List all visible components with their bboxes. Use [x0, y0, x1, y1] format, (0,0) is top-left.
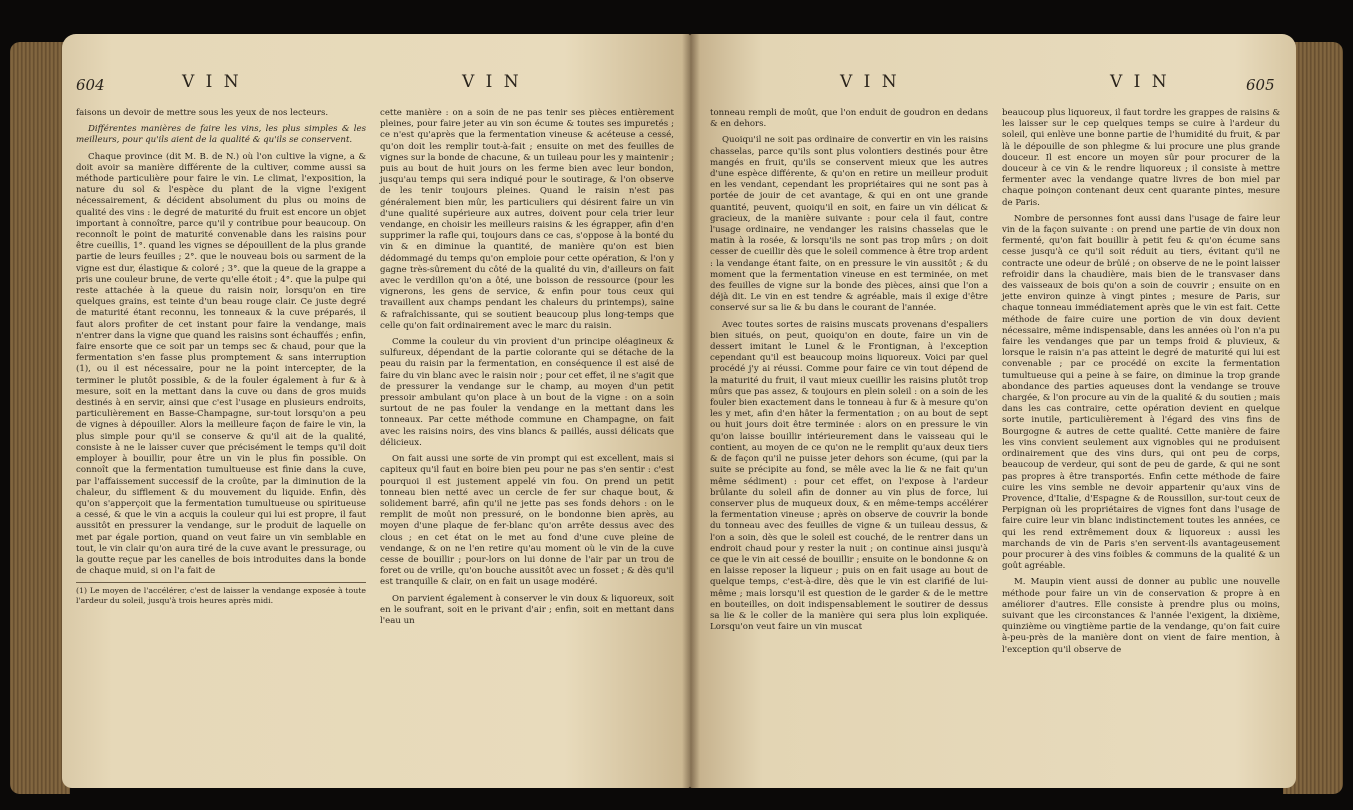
text-column — [380, 108, 674, 632]
paragraph: Comme la couleur du vin provient d'un principe oléagineux & sulfureux, dépendant de la partie colorante qui se détache de la peau du raisin par la fermentation, en conséquence il est aisé de faire du vin blanc avec le raisin noir ; pour cet effet, il ne s'agit que de pressurer la vendange sur le champ, au moyen d'un petit pressoir ambulant qu'on place à un bout de la vigne : on a soin surtout de ne pas fouler la vendange en la mettant dans les tonneaux. Par cette méthode commune en Champagne, on fait avec les raisins noirs, des vins blancs & paillés, aussi délicats que délicieux. — [380, 337, 674, 448]
running-head: V I N — [462, 72, 522, 92]
paragraph: Quoiqu'il ne soit pas ordinaire de convertir en vin les raisins chasselas, parce qu'ils sont plus volontiers destinés pour être mangés en fruit, qu'ils se conservent mieux que les autres d'une espèce différente, & qu'on en retire un meilleur produit en les vendant, cependant les propriétaires qui ne sont pas à portée de jouir de cet avantage, & qui en ont une grande quantité, peuvent, quoiqu'il en soit, en faire un vin délicat & gracieux, de la manière suivante : pour cela il faut, contre l'usage ordinaire, ne vendanger les raisins chasselas que le matin à la rosée, & lorsqu'ils ne sont pas trop mûrs ; on doit cesser de cueillir dès que le soleil commence à être trop ardent : la vendange étant faite, on en pressure le vin aussitôt ; & du moment que la fermentation vineuse en est terminée, on met des feuilles de vigne sur la bonde des pièces, ainsi que l'on a déjà dit. Le vin en est tendre & agréable, mais il exige d'être conservé sur sa lie & bu dans le courant de l'année. — [710, 135, 988, 314]
text-column — [1002, 108, 1280, 661]
right-page — [690, 34, 1296, 788]
paragraph: M. Maupin vient aussi de donner au public une nouvelle méthode pour faire un vin de conservation & propre à en améliorer d'autres. Elle consiste à prendre plus ou moins, suivant que les circonstances & l'année l'exigent, la dixième, quinzième ou vingtième partie de la vendange, qu'on fait cuire à-peu-près de la manière dont on vient de faire mention, à l'exception qu'il observe de — [1002, 577, 1280, 655]
running-head: V I N — [1110, 72, 1170, 92]
paragraph: cette manière : on a soin de ne pas tenir ses pièces entièrement pleines, pour faire jeter au vin son écume & toutes ses impuretés ; ce n'est qu'après que la fermentation vineuse & acéteuse a cessé, qu'on doit les remplir tout-à-fait ; ensuite on met des feuilles de vignes sur la bonde de chacune, & un tuileau pour les y maintenir ; puis au bout de huit jours on les ferme bien avec leur bondon, jusqu'au temps qui sera indiqué pour le soutirage, & l'on observe de les tenir toujours pleines. Quand le raisin n'est pas généralement bien mûr, les particuliers qui désirent faire un vin d'une qualité supérieure aux autres, doivent pour cela trier leur vendange, en choisir les meilleurs raisins & les égrapper, afin d'en supprimer la rafle qui, toujours dans ce cas, s'oppose à la bonté du vin & en diminue la quantité, de manière qu'on est bien dédommagé du temps qu'on emploie pour cette opération, & l'on y gagne très-sûrement du côté de la qualité du vin, d'ailleurs on fait avec le verdillon qu'on a ôté, une boisson de ressource (pour les vignerons, les gens de service, & enfin pour tous ceux qui travaillent aux champs pendant les chaleurs du printemps), saine & rafraîchissante, qui se soutient beaucoup plus long-temps que celle qu'on fait ordinairement avec le marc du raisin. — [380, 108, 674, 331]
footnote: (1) Le moyen de l'accélérer, c'est de laisser la vendange exposée à toute l'ardeur du soleil, jusqu'à trois heures après midi. — [76, 582, 366, 606]
paragraph: tonneau rempli de moût, que l'on enduit de goudron en dedans & en dehors. — [710, 108, 988, 130]
running-head: V I N — [840, 72, 900, 92]
left-page — [62, 34, 690, 788]
paragraph: On parvient également à conserver le vin doux & liquoreux, soit en le soufrant, soit en le privant d'air ; enfin, soit en mettant dans l'eau un — [380, 593, 674, 626]
paragraph: Avec toutes sortes de raisins muscats provenans d'espaliers bien situés, on peut, quoiqu'on en doute, faire un vin de dessert imitant le Lunel & le Frontignan, à l'exception cependant qu'il est beaucoup moins liquoreux. Voici par quel procédé j'y ai réussi. Comme pour faire ce vin tout dépend de la maturité du fruit, il vaut mieux cueillir les raisins plutôt trop mûrs que pas assez, & toujours en plein soleil : on a soin de les fouler bien exactement dans le tonneau à fur & à mesure qu'on les y met, afin d'en hâter la fermentation ; on au bout de sept ou huit jours doit être terminée : alors on en pressure le vin qu'on laisse bouillir intérieurement dans le vaisseau qui le contient, au moyen de ce qu'on ne le remplit qu'aux deux tiers & de façon qu'il ne puisse jeter dehors son écume, (qui par la suite se précipite au fond, se mêle avec la lie & ne fait qu'un même sédiment) : pour cet effet, on l'expose à l'ardeur brûlante du soleil afin de donner au vin plus de force, lui conserver plus de muqueux doux, & en même-temps accélérer la fermentation vineuse ; après on observe de couvrir la bonde du tonneau avec des feuilles de vigne & un tuileau dessus, & l'on a soin, dès que le soleil est couché, de le rentrer dans un endroit chaud pour y rester la nuit ; on continue ainsi jusqu'à ce que le vin ait cessé de bouillir ; ensuite on le bondonne & on en laisse reposer la liqueur ; puis on en fait usage au bout de quelque temps, c'est-à-dire, dès que le vin est clarifié de lui-même ; mais lorsqu'il est question de le garder & de le mettre en bouteilles, on doit indispensablement le soutirer de dessus sa lie & le coller de la manière qui sera plus loin expliquée. Lorsqu'on veut faire un vin muscat — [710, 319, 988, 633]
paragraph: beaucoup plus liquoreux, il faut tordre les grappes de raisins & les laisser sur le cep quelques temps se cuire à l'ardeur du soleil, qui enlève une bonne partie de l'humidité du fruit, & par là le dépouille de son phlegme & lui procure une plus grande douceur. Il est encore un moyen sûr pour procurer de la douceur à ce vin & le rendre liquoreux ; il consiste à mettre fermenter avec la vendange quatre livres de bon miel par chaque poinçon contenant deux cent quarante pintes, mesure de Paris. — [1002, 108, 1280, 208]
paragraph: On fait aussi une sorte de vin prompt qui est excellent, mais si capiteux qu'il faut en boire bien peu pour ne pas s'en sentir : c'est pourquoi il est justement appelé vin fou. On prend un petit tonneau bien netté avec un cercle de fer sur chaque bout, & solidement barré, afin qu'il ne jette pas ses fonds dehors : on le remplit de moût non pressuré, on le bondonne bien après, au moyen d'une plaque de fer-blanc qu'on arrête dessus avec des clous ; en cet état on le met au fond d'une cuve pleine de vendange, & on ne l'en retire qu'au moment où le vin de la cuve cesse de bouillir ; pour-lors on lui donne de l'air par un trou de foret ou de vrille, qu'on bouche aussitôt avec un fosset ; & dès qu'il est tranquille & clair, on en fait un usage modéré. — [380, 454, 674, 588]
paragraph: Chaque province (dit M. B. de N.) où l'on cultive la vigne, a & doit avoir sa manière différente de la cultiver, comme aussi sa méthode particulière pour faire le vin. Le climat, l'exposition, la nature du sol & l'espèce du plant de la vigne l'exigent nécessairement, & décident absolument du plus ou moins de qualité des vins : le degré de maturité du fruit est encore un objet important à connoître, parce qu'il y contribue pour beaucoup. On reconnoît le point de maturité convenable dans les raisins pour être cueillis, 1°. quand les vignes se dépouillent de la plus grande partie de leurs feuilles ; 2°. que le nouveau bois ou sarment de la vigne est dur, élastique & coloré ; 3°. que la queue de la grappe a pris une couleur brune, de verte qu'elle étoit ; 4°. que la pulpe qui reste attachée à la queue du raisin noir, lorsqu'on en tire quelques grains, est teinte d'un beau rouge clair. Ce juste degré de maturité étant reconnu, les tonneaux & la cuve préparés, il faut alors profiter de cet instant pour faire la vendange, mais n'entrer dans la vigne que quand les raisins sont échauffés ; enfin, faire ensorte que ce soit par un temps sec & chaud, pour que la fermentation s'en fasse plus promptement & sans interruption (1), ou il est nécessaire, pour ne la point intercepter, de la terminer le plutôt possible, & de la fouler également à fur & à mesure, soit en la mettant dans la cuve ou dans de gros muids destinés à en servir, ainsi que c'est l'usage en plusieurs endroits, particulièrement en Basse-Champagne, sur-tout lorsqu'on a peu de vignes à dépouiller. Alors la meilleure façon de faire le vin, la plus simple pour qu'il se conserve & qu'il ait de la qualité, consiste à ne le laisser cuver que précisément le temps qu'il doit employer à bouillir, pour être un vin le plus fin possible. On connoît que la fermentation tumultueuse est finie dans la cuve, par l'affaissement successif de la croûte, par la diminution de la chaleur, du sifflement & du mouvement du liquide. Enfin, dès qu'on s'apperçoit que la fermentation tumultueuse ou spiritueuse a cessé, & que le vin a acquis la couleur qui lui est propre, il faut aussitôt en pressurer la vendange, sur le produit de laquelle on met par égale portion, quand on veut faire un vin semblable en tout, le vin clair qu'on aura tiré de la cuve avant le pressurage, ou la goutte reçue par les canelles de bois introduites dans la bonde de chaque muid, si on l'a fait de — [76, 151, 366, 577]
open-book — [10, 12, 1343, 802]
page-number: 604 — [76, 76, 105, 94]
running-head: V I N — [182, 72, 242, 92]
page-number: 605 — [1246, 76, 1275, 94]
text-column — [710, 108, 988, 638]
book-gutter — [682, 34, 700, 788]
paragraph: faisons un devoir de mettre sous les yeux de nos lecteurs. — [76, 108, 329, 118]
text-column — [76, 108, 366, 611]
section-heading: Différentes manières de faire les vins, les plus simples & les meilleurs, pour qu'ils aient de la qualité & qu'ils se conservent. — [76, 124, 366, 146]
paragraph: Nombre de personnes font aussi dans l'usage de faire leur vin de la façon suivante : on prend une partie de vin doux non fermenté, qu'on fait bouillir à petit feu & qu'on écume sans cesse jusqu'à ce qu'il soit réduit au tiers, évitant qu'il ne contracte une odeur de brûlé ; on observe de ne le point laisser refroidir dans la chaudière, mais bien de le transvaser dans des vaisseaux de bois qu'on a soin de couvrir ; ensuite on en jette environ quinze à vingt pintes ; mesure de Paris, sur chaque tonneau immédiatement après que le vin est fait. Cette méthode de faire cuire une portion de vin doux devient nécessaire, même indispensable, dans les années où l'on n'a pu faire les vendanges que par un temps froid & pluvieux, & lorsque le raisin n'a pas atteint le degré de maturité qui lui est convenable ; par ce procédé on excite la fermentation tumultueuse qui a peine à se faire, on diminue la trop grande abondance des parties aqueuses dont la vendange se trouve chargée, & l'on procure au vin de la qualité & du soutien ; mais dans les cas contraire, cette opération devient en quelque sorte inutile, particulièrement à l'égard des vins fins de Bourgogne & autres de cette qualité. Cette manière de faire les vins convient seulement aux vignobles qui ne produisent ordinairement que des vins durs, qui ont peu de corps, beaucoup de verdeur, qui sont de peu de garde, & qui ne sont pas propres à être transportés. Enfin cette méthode de faire cuire les vins semble ne devoir appartenir qu'aux vins de Provence, d'Italie, d'Espagne & de Roussillon, sur-tout ceux de Perpignan où les propriétaires de vignes font dans l'usage de faire cuire leur vin blanc indistinctement toutes les années, ce qui les rend extrêmement doux & liquoreux : aussi les marchands de vin de Paris s'en servent-ils avantageusement pour procurer à des vins foibles & communs de la qualité & un goût agréable. — [1002, 213, 1280, 572]
left-page-edges — [10, 42, 70, 794]
